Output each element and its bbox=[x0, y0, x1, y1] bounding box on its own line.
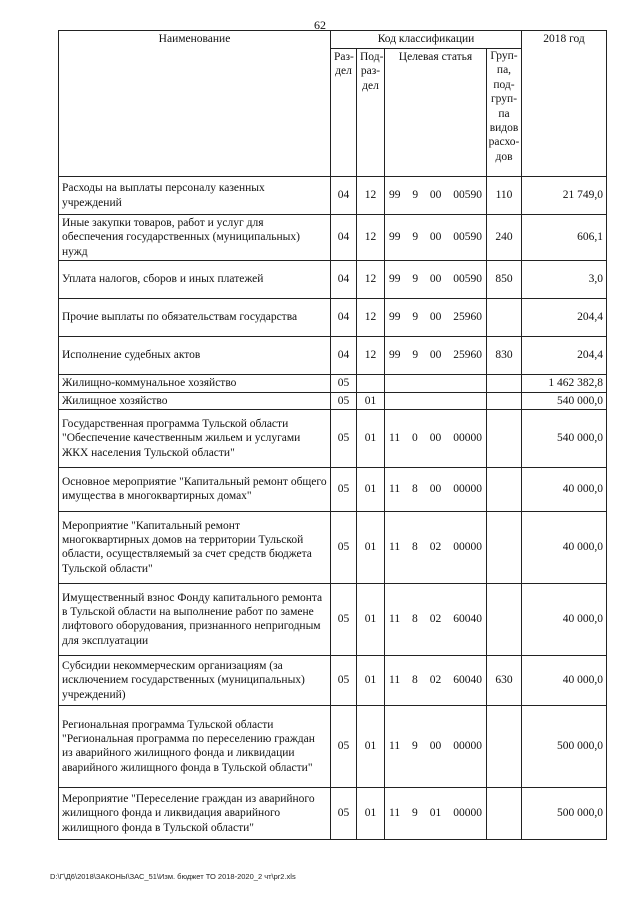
target-article-event: 00 bbox=[429, 311, 442, 324]
target-article-sub: 9 bbox=[412, 311, 419, 324]
row-amount-2018: 40 000,0 bbox=[522, 467, 607, 511]
table-row bbox=[59, 299, 607, 337]
row-subsection: 01 bbox=[357, 705, 385, 787]
table-row bbox=[59, 787, 607, 839]
row-subsection: 12 bbox=[357, 261, 385, 299]
target-article-event: 02 bbox=[429, 674, 442, 687]
target-article-prog: 11 bbox=[389, 483, 401, 496]
header-target-article: Целевая статья bbox=[385, 49, 487, 177]
row-subsection: 12 bbox=[357, 337, 385, 375]
header-section: Раз- дел bbox=[331, 49, 357, 177]
row-target-article bbox=[385, 409, 487, 467]
row-amount-2018: 500 000,0 bbox=[522, 787, 607, 839]
row-name: Государственная программа Тульской области "Обеспечение качественным жильем и услугами ЖКХ населения Тульской области" bbox=[59, 409, 331, 467]
row-expense-group bbox=[487, 409, 522, 467]
target-article-prog: 99 bbox=[389, 311, 401, 324]
row-subsection: 12 bbox=[357, 215, 385, 261]
target-article-event: 00 bbox=[429, 189, 442, 202]
target-article-dir: 00000 bbox=[453, 483, 482, 496]
header-name: Наименование bbox=[59, 31, 331, 177]
target-article-event: 00 bbox=[429, 740, 442, 753]
row-section: 05 bbox=[331, 467, 357, 511]
table-row bbox=[59, 655, 607, 705]
target-article-dir: 00000 bbox=[453, 432, 482, 445]
target-article-sub: 9 bbox=[412, 273, 419, 286]
target-article-dir: 25960 bbox=[453, 349, 482, 362]
page-number: 62 bbox=[314, 18, 326, 32]
row-target-article bbox=[385, 177, 487, 215]
target-article-event: 01 bbox=[429, 807, 442, 820]
row-expense-group: 630 bbox=[487, 655, 522, 705]
target-article-sub: 8 bbox=[412, 613, 418, 626]
header-classification: Код классификации bbox=[331, 31, 522, 49]
row-section: 04 bbox=[331, 337, 357, 375]
row-section: 05 bbox=[331, 655, 357, 705]
row-section: 05 bbox=[331, 787, 357, 839]
table-row bbox=[59, 375, 607, 392]
target-article-sub: 9 bbox=[412, 189, 419, 202]
table-row bbox=[59, 409, 607, 467]
row-name: Расходы на выплаты персоналу казенных учреждений bbox=[59, 177, 331, 215]
row-expense-group bbox=[487, 375, 522, 392]
row-subsection: 01 bbox=[357, 583, 385, 655]
target-article-sub: 9 bbox=[412, 740, 418, 753]
row-subsection: 01 bbox=[357, 787, 385, 839]
row-amount-2018: 204,4 bbox=[522, 337, 607, 375]
row-name: Субсидии некоммерческим организациям (за исключением государственных (муниципальных) учреждений) bbox=[59, 655, 331, 705]
row-amount-2018: 1 462 382,8 bbox=[522, 375, 607, 392]
row-name: Мероприятие "Переселение граждан из аварийного жилищного фонда и ликвидация аварийного жилищного фонда в Тульской области" bbox=[59, 787, 331, 839]
target-article-sub: 8 bbox=[412, 674, 418, 687]
target-article-prog: 99 bbox=[389, 349, 401, 362]
target-article-prog: 11 bbox=[389, 613, 401, 626]
table-row bbox=[59, 177, 607, 215]
header-expense-group: Груп- па, под- груп- па видов расхо- дов bbox=[487, 49, 522, 177]
row-amount-2018: 540 000,0 bbox=[522, 392, 607, 409]
row-target-article bbox=[385, 787, 487, 839]
row-expense-group: 830 bbox=[487, 337, 522, 375]
target-article-prog: 99 bbox=[389, 231, 401, 244]
row-section: 05 bbox=[331, 705, 357, 787]
row-section: 05 bbox=[331, 409, 357, 467]
row-subsection: 12 bbox=[357, 299, 385, 337]
row-amount-2018: 500 000,0 bbox=[522, 705, 607, 787]
target-article-prog: 11 bbox=[389, 674, 401, 687]
budget-table bbox=[58, 30, 607, 840]
file-path-footer: D:\Г\Д6\2018\ЗАКОНЫ\ЗАС_51\Изм. бюджет ТО 2018-2020_2 чт\pr2.xls bbox=[50, 872, 296, 881]
row-expense-group bbox=[487, 787, 522, 839]
row-subsection bbox=[357, 375, 385, 392]
row-section: 05 bbox=[331, 392, 357, 409]
row-section: 04 bbox=[331, 261, 357, 299]
target-article-prog: 99 bbox=[389, 273, 401, 286]
row-section: 05 bbox=[331, 583, 357, 655]
target-article-dir: 60040 bbox=[453, 613, 482, 626]
row-subsection: 01 bbox=[357, 409, 385, 467]
row-subsection: 12 bbox=[357, 177, 385, 215]
table-row bbox=[59, 511, 607, 583]
target-article-dir: 00590 bbox=[453, 189, 482, 202]
target-article-sub: 0 bbox=[412, 432, 418, 445]
row-amount-2018: 540 000,0 bbox=[522, 409, 607, 467]
row-subsection: 01 bbox=[357, 392, 385, 409]
row-target-article bbox=[385, 299, 487, 337]
target-article-prog: 11 bbox=[389, 541, 401, 554]
row-section: 04 bbox=[331, 299, 357, 337]
row-target-article bbox=[385, 583, 487, 655]
target-article-dir: 00590 bbox=[453, 231, 482, 244]
target-article-event: 00 bbox=[429, 349, 442, 362]
row-section: 05 bbox=[331, 511, 357, 583]
target-article-prog: 11 bbox=[389, 807, 401, 820]
row-expense-group bbox=[487, 511, 522, 583]
row-name: Региональная программа Тульской области "Региональная программа по переселению граждан из аварийного жилищного фонда и ликвидации аварийного жилищного фонда в Тульской области" bbox=[59, 705, 331, 787]
row-expense-group: 850 bbox=[487, 261, 522, 299]
target-article-dir: 00000 bbox=[453, 740, 482, 753]
target-article-dir: 00590 bbox=[453, 273, 482, 286]
header-subsection: Под- раз- дел bbox=[357, 49, 385, 177]
row-section: 04 bbox=[331, 215, 357, 261]
table-row bbox=[59, 583, 607, 655]
row-name: Мероприятие "Капитальный ремонт многоквартирных домов на территории Тульской области, осуществляемый за счет средств бюджета Тульской области" bbox=[59, 511, 331, 583]
row-section: 04 bbox=[331, 177, 357, 215]
row-target-article bbox=[385, 261, 487, 299]
target-article-prog: 11 bbox=[389, 740, 401, 753]
row-expense-group: 240 bbox=[487, 215, 522, 261]
row-expense-group: 110 bbox=[487, 177, 522, 215]
row-amount-2018: 40 000,0 bbox=[522, 583, 607, 655]
row-amount-2018: 21 749,0 bbox=[522, 177, 607, 215]
target-article-event: 00 bbox=[429, 231, 442, 244]
row-subsection: 01 bbox=[357, 467, 385, 511]
row-target-article bbox=[385, 511, 487, 583]
target-article-sub: 9 bbox=[412, 231, 419, 244]
table-row bbox=[59, 705, 607, 787]
table-body bbox=[59, 177, 607, 840]
target-article-event: 00 bbox=[429, 483, 442, 496]
target-article-prog: 11 bbox=[389, 432, 401, 445]
target-article-event: 02 bbox=[429, 541, 442, 554]
row-amount-2018: 3,0 bbox=[522, 261, 607, 299]
target-article-sub: 8 bbox=[412, 483, 418, 496]
row-expense-group bbox=[487, 467, 522, 511]
target-article-dir: 60040 bbox=[453, 674, 482, 687]
row-name: Уплата налогов, сборов и иных платежей bbox=[59, 261, 331, 299]
row-target-article bbox=[385, 705, 487, 787]
table-row bbox=[59, 215, 607, 261]
target-article-event: 00 bbox=[429, 432, 442, 445]
row-target-article bbox=[385, 655, 487, 705]
row-expense-group bbox=[487, 705, 522, 787]
row-section: 05 bbox=[331, 375, 357, 392]
row-subsection: 01 bbox=[357, 655, 385, 705]
target-article-dir: 25960 bbox=[453, 311, 482, 324]
row-amount-2018: 606,1 bbox=[522, 215, 607, 261]
row-name: Иные закупки товаров, работ и услуг для обеспечения государственных (муниципальных) нужд bbox=[59, 215, 331, 261]
target-article-sub: 9 bbox=[412, 349, 419, 362]
row-name: Жилищно-коммунальное хозяйство bbox=[59, 375, 331, 392]
row-amount-2018: 40 000,0 bbox=[522, 655, 607, 705]
header-row-1 bbox=[59, 31, 607, 49]
row-expense-group bbox=[487, 392, 522, 409]
row-amount-2018: 204,4 bbox=[522, 299, 607, 337]
target-article-dir: 00000 bbox=[453, 541, 482, 554]
target-article-sub: 8 bbox=[412, 541, 418, 554]
row-target-article bbox=[385, 375, 487, 392]
header-year: 2018 год bbox=[522, 31, 607, 177]
row-amount-2018: 40 000,0 bbox=[522, 511, 607, 583]
row-target-article bbox=[385, 392, 487, 409]
target-article-prog: 99 bbox=[389, 189, 401, 202]
row-subsection: 01 bbox=[357, 511, 385, 583]
table-row bbox=[59, 337, 607, 375]
target-article-event: 02 bbox=[429, 613, 442, 626]
row-name: Прочие выплаты по обязательствам государства bbox=[59, 299, 331, 337]
row-target-article bbox=[385, 337, 487, 375]
table-row bbox=[59, 392, 607, 409]
target-article-dir: 00000 bbox=[453, 807, 482, 820]
row-target-article bbox=[385, 467, 487, 511]
table-row bbox=[59, 261, 607, 299]
row-expense-group bbox=[487, 299, 522, 337]
target-article-event: 00 bbox=[429, 273, 442, 286]
table-row bbox=[59, 467, 607, 511]
row-expense-group bbox=[487, 583, 522, 655]
row-name: Жилищное хозяйство bbox=[59, 392, 331, 409]
row-target-article bbox=[385, 215, 487, 261]
row-name: Имущественный взнос Фонду капитального ремонта в Тульской области на выполнение работ по замене лифтового оборудования, признанного непригодным для эксплуатации bbox=[59, 583, 331, 655]
row-name: Основное мероприятие "Капитальный ремонт общего имущества в многоквартирных домах" bbox=[59, 467, 331, 511]
row-name: Исполнение судебных актов bbox=[59, 337, 331, 375]
target-article-sub: 9 bbox=[412, 807, 418, 820]
